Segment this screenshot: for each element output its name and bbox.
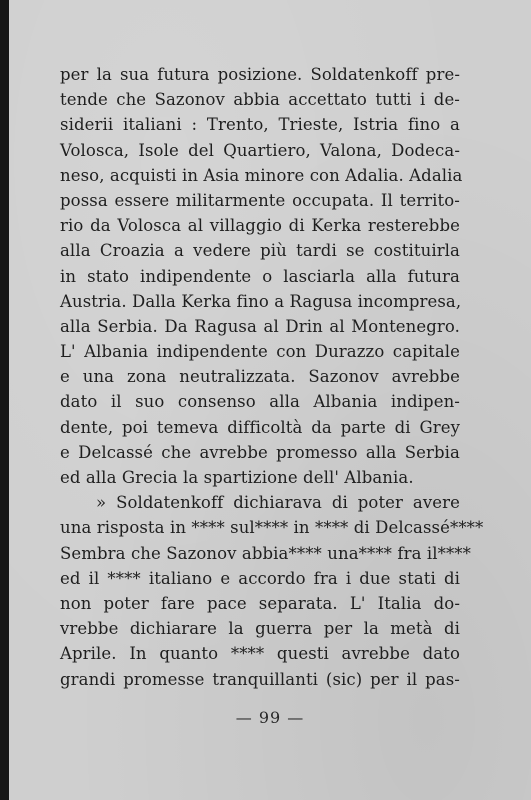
text-line: alla Serbia. Da Ragusa al Drin al Montenegro.: [60, 316, 460, 336]
text-line: ed alla Grecia la spartizione dell' Albania.: [60, 468, 414, 487]
text-line: una risposta in **** sul**** in **** di Delcassé****: [60, 518, 484, 538]
text-line: e una zona neutralizzata. Sazonov avrebbe: [60, 367, 460, 387]
text-line: e Delcassé che avrebbe promesso alla Serbia: [60, 442, 460, 462]
book-spine-shadow: [0, 0, 9, 800]
text-line: Aprile. In quanto **** questi avrebbe dato: [60, 644, 460, 664]
text-line: » Soldatenkoff dichiarava di poter avere: [96, 493, 460, 513]
page-number: — 99 —: [235, 708, 305, 727]
text-line: grandi promesse tranquillanti (sic) per il pas-: [60, 669, 460, 689]
body-text: [60, 62, 484, 692]
text-line: vrebbe dichiarare la guerra per la metà di: [60, 619, 460, 639]
text-line: alla Croazia a vedere più tardi se costituirla: [60, 241, 460, 261]
text-line: tende che Sazonov abbia accettato tutti i de-: [60, 90, 460, 110]
text-line: Sembra che Sazonov abbia**** una**** fra il****: [60, 543, 472, 563]
text-line: ed il **** italiano e accordo fra i due stati di: [60, 568, 460, 588]
text-line: per la sua futura posizione. Soldatenkoff pre-: [60, 65, 460, 84]
book-page: [9, 0, 531, 800]
text-line: L' Albania indipendente con Durazzo capitale: [60, 342, 460, 362]
text-line: rio da Volosca al villaggio di Kerka resterebbe: [60, 216, 460, 236]
text-line: dato il suo consenso alla Albania indipen-: [60, 392, 460, 412]
text-line: Volosca, Isole del Quartiero, Valona, Dodeca-: [60, 140, 460, 160]
text-line: neso, acquisti in Asia minore con Adalia. Adalia: [60, 165, 463, 185]
text-line: possa essere militarmente occupata. Il territo-: [60, 190, 460, 210]
text-line: siderii italiani : Trento, Trieste, Istria fino a: [60, 115, 460, 135]
text-line: in stato indipendente o lasciarla alla futura: [60, 266, 460, 286]
text-line: non poter fare pace separata. L' Italia do-: [60, 593, 460, 613]
text-line: dente, poi temeva difficoltà da parte di Grey: [60, 417, 460, 437]
text-line: Austria. Dalla Kerka fino a Ragusa incompresa,: [60, 291, 462, 311]
